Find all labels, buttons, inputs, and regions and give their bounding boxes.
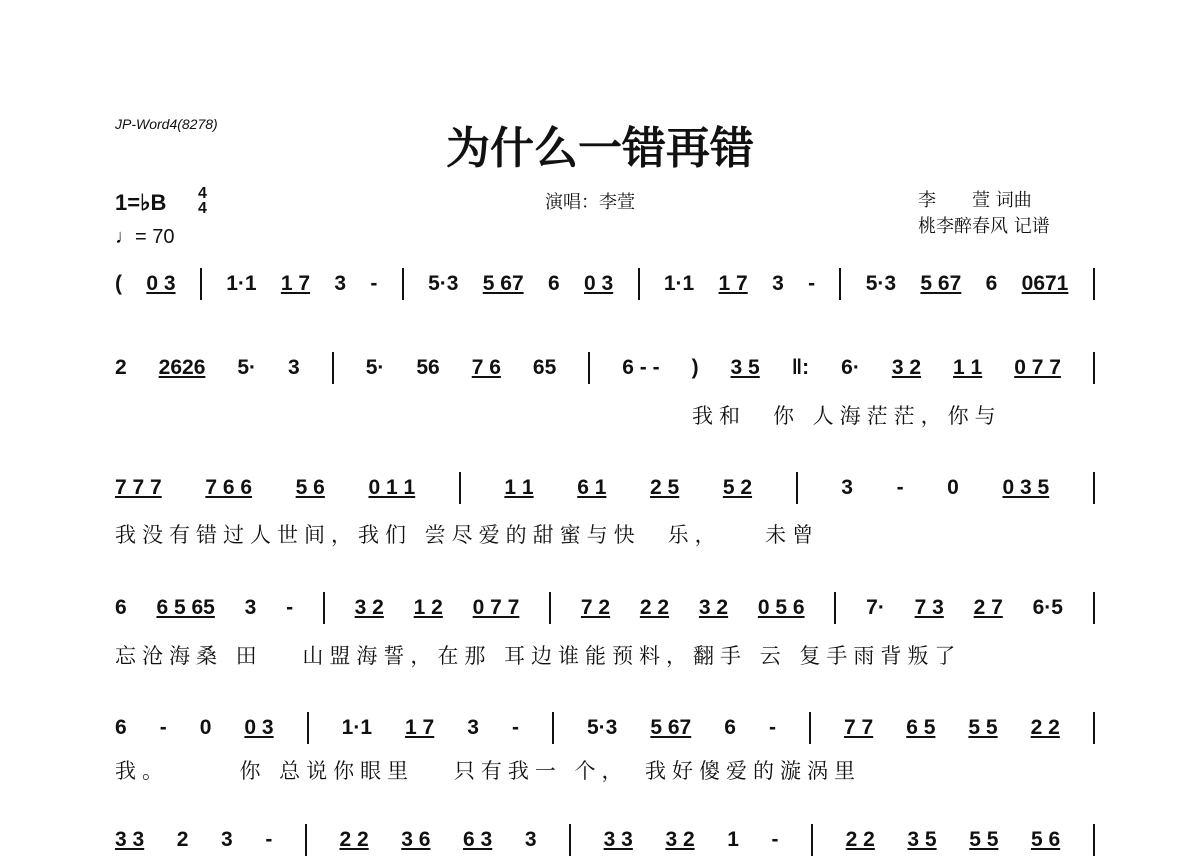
note-group: 6 1 xyxy=(577,476,607,499)
note-group: 6 xyxy=(547,272,560,295)
note-group: 2 2 xyxy=(639,596,670,619)
note-group: 5 6 xyxy=(295,476,325,499)
note-group: 7 2 xyxy=(580,596,611,619)
note-group: 6 xyxy=(115,596,127,619)
note-group: 1 2 xyxy=(413,596,443,619)
notation-row-2 xyxy=(115,352,1095,384)
note-group: 3 xyxy=(772,272,784,295)
note-group: 6·5 xyxy=(1032,596,1063,619)
note-group: 3 xyxy=(221,828,233,851)
note-group: 5 67 xyxy=(482,272,524,295)
key-signature: 1=♭B xyxy=(115,190,167,215)
lyric-line-4: 我。 你 总说你眼里 只有我一 个， 我好傻爱的漩涡里 xyxy=(115,759,862,783)
note-group: 0 3 xyxy=(146,272,176,295)
note-group: - xyxy=(286,596,294,619)
singer-credit: 演唱：李萱 xyxy=(545,192,635,213)
time-signature-bottom: 4 xyxy=(198,200,207,217)
note-group: 65 xyxy=(532,356,557,379)
note-group: ‖: xyxy=(791,356,810,379)
note-group: 0 1 1 xyxy=(368,476,416,499)
note-group: 3 3 xyxy=(115,828,145,851)
note-group: 5 6 xyxy=(1030,828,1061,851)
note-group: 7· xyxy=(866,596,885,619)
note-group: 0 7 7 xyxy=(472,596,520,619)
barline xyxy=(1093,712,1095,744)
note-group: 0 xyxy=(199,716,212,739)
lyric-line-2: 我没有错过人世间，我们 尝尽爱的甜蜜与快 乐， 未曾 xyxy=(115,523,820,547)
note-group: 6· xyxy=(841,356,860,379)
note-group: 6 - - xyxy=(622,356,660,379)
lyric-line-3: 忘沧海桑 田 山盟海誓，在那 耳边谁能预料，翻手 云 复手雨背叛了 xyxy=(115,644,962,668)
barline xyxy=(552,712,554,744)
note-group: 0671 xyxy=(1021,272,1069,295)
note-group: 1 1 xyxy=(504,476,534,499)
note-group: 6 xyxy=(724,716,736,739)
barline xyxy=(402,268,404,300)
barline xyxy=(569,824,571,856)
note-group: 3 5 xyxy=(907,828,937,851)
note-group: 2 7 xyxy=(973,596,1003,619)
note-group: 3 2 xyxy=(665,828,695,851)
notation-row-6 xyxy=(115,824,1095,856)
note-group: 3 2 xyxy=(698,596,729,619)
note-group: - xyxy=(771,828,779,851)
note-group: 3 5 xyxy=(730,356,760,379)
barline xyxy=(809,712,811,744)
note-group: 3 xyxy=(841,476,853,499)
barline xyxy=(1093,352,1095,384)
note-group: 7 3 xyxy=(914,596,944,619)
note-group: 1·1 xyxy=(341,716,373,739)
note-group: - xyxy=(159,716,167,739)
note-group: 1 7 xyxy=(280,272,311,295)
note-group: 5·3 xyxy=(586,716,618,739)
note-group: 0 3 5 xyxy=(1002,476,1050,499)
barline xyxy=(796,472,798,504)
note-group: 1·1 xyxy=(663,272,695,295)
barline xyxy=(811,824,813,856)
note-group: 6 xyxy=(115,716,127,739)
note-group: 5 67 xyxy=(650,716,692,739)
song-title: 为什么一错再错 xyxy=(446,123,754,174)
note-group: 5·3 xyxy=(428,272,459,295)
note-group: 1·1 xyxy=(226,272,257,295)
note-group: 7 6 xyxy=(471,356,501,379)
note-group: 0 3 xyxy=(244,716,274,739)
note-group: 3 2 xyxy=(891,356,922,379)
lyric-line-1: 我和 你 人海茫茫，你与 xyxy=(692,404,1002,428)
note-group: 5 5 xyxy=(968,716,998,739)
note-group: ( xyxy=(115,272,122,295)
note-group: 3 xyxy=(288,356,300,379)
note-group: 6 5 65 xyxy=(156,596,215,619)
note-group: 3 xyxy=(334,272,347,295)
note-group: 5 67 xyxy=(920,272,962,295)
note-group: 5 2 xyxy=(722,476,753,499)
note-group: 2 2 xyxy=(339,828,369,851)
notation-row-4 xyxy=(115,592,1095,624)
note-group: 3 3 xyxy=(603,828,633,851)
time-signature xyxy=(198,186,207,216)
note-group: 5· xyxy=(237,356,257,379)
note-group: 7 7 xyxy=(843,716,874,739)
note-group: - xyxy=(896,476,904,499)
note-group: ) xyxy=(691,356,699,379)
note-group: 0 xyxy=(947,476,959,499)
note-group: 0 5 6 xyxy=(757,596,805,619)
note-group: - xyxy=(768,716,776,739)
note-group: 1 7 xyxy=(718,272,748,295)
composer-credit: 李 萱 词曲 xyxy=(918,190,1032,211)
barline xyxy=(1093,268,1095,300)
note-group: - xyxy=(265,828,273,851)
time-signature-top: 4 xyxy=(198,185,207,202)
notation-row-3 xyxy=(115,472,1095,504)
note-group: 5·3 xyxy=(865,272,897,295)
note-group: 3 6 xyxy=(401,828,431,851)
barline xyxy=(834,592,836,624)
notation-row-5 xyxy=(115,712,1095,744)
note-group: 1 1 xyxy=(953,356,983,379)
note-group: 3 xyxy=(467,716,479,739)
note-group: 5 5 xyxy=(969,828,999,851)
barline xyxy=(200,268,202,300)
note-group: 6 xyxy=(985,272,998,295)
note-group: 0 3 xyxy=(583,272,614,295)
barline xyxy=(1093,824,1095,856)
barline xyxy=(839,268,841,300)
note-group: 1 xyxy=(727,828,739,851)
notation-row-1 xyxy=(115,268,1095,300)
barline xyxy=(638,268,640,300)
barline xyxy=(588,352,590,384)
source-label: JP-Word4(8278) xyxy=(115,116,218,132)
barline xyxy=(1093,472,1095,504)
note-group: 3 2 xyxy=(354,596,384,619)
barline xyxy=(549,592,551,624)
note-group: - xyxy=(808,272,816,295)
note-group: 2 xyxy=(115,356,127,379)
note-group: 1 7 xyxy=(405,716,435,739)
tempo-marking: ♩= 70 xyxy=(115,226,175,248)
note-group: 0 7 7 xyxy=(1014,356,1061,379)
note-group: - xyxy=(511,716,519,739)
note-group: 2 2 xyxy=(1030,716,1060,739)
note-group: 3 xyxy=(244,596,257,619)
note-group: 3 xyxy=(524,828,537,851)
barline xyxy=(323,592,325,624)
note-group: 5· xyxy=(365,356,385,379)
transcriber-credit: 桃李醉春风 记谱 xyxy=(918,216,1050,237)
note-group: 6 5 xyxy=(906,716,936,739)
note-group: 7 7 7 xyxy=(115,476,162,499)
note-group: - xyxy=(370,272,378,295)
barline xyxy=(307,712,309,744)
note-group: 56 xyxy=(416,356,440,379)
note-group: 6 3 xyxy=(463,828,493,851)
note-group: 2 xyxy=(176,828,189,851)
note-group: 2 5 xyxy=(650,476,680,499)
barline xyxy=(459,472,461,504)
barline xyxy=(332,352,334,384)
barline xyxy=(1093,592,1095,624)
barline xyxy=(305,824,307,856)
note-group: 2626 xyxy=(158,356,206,379)
note-group: 7 6 6 xyxy=(205,476,253,499)
note-group: 2 2 xyxy=(845,828,875,851)
